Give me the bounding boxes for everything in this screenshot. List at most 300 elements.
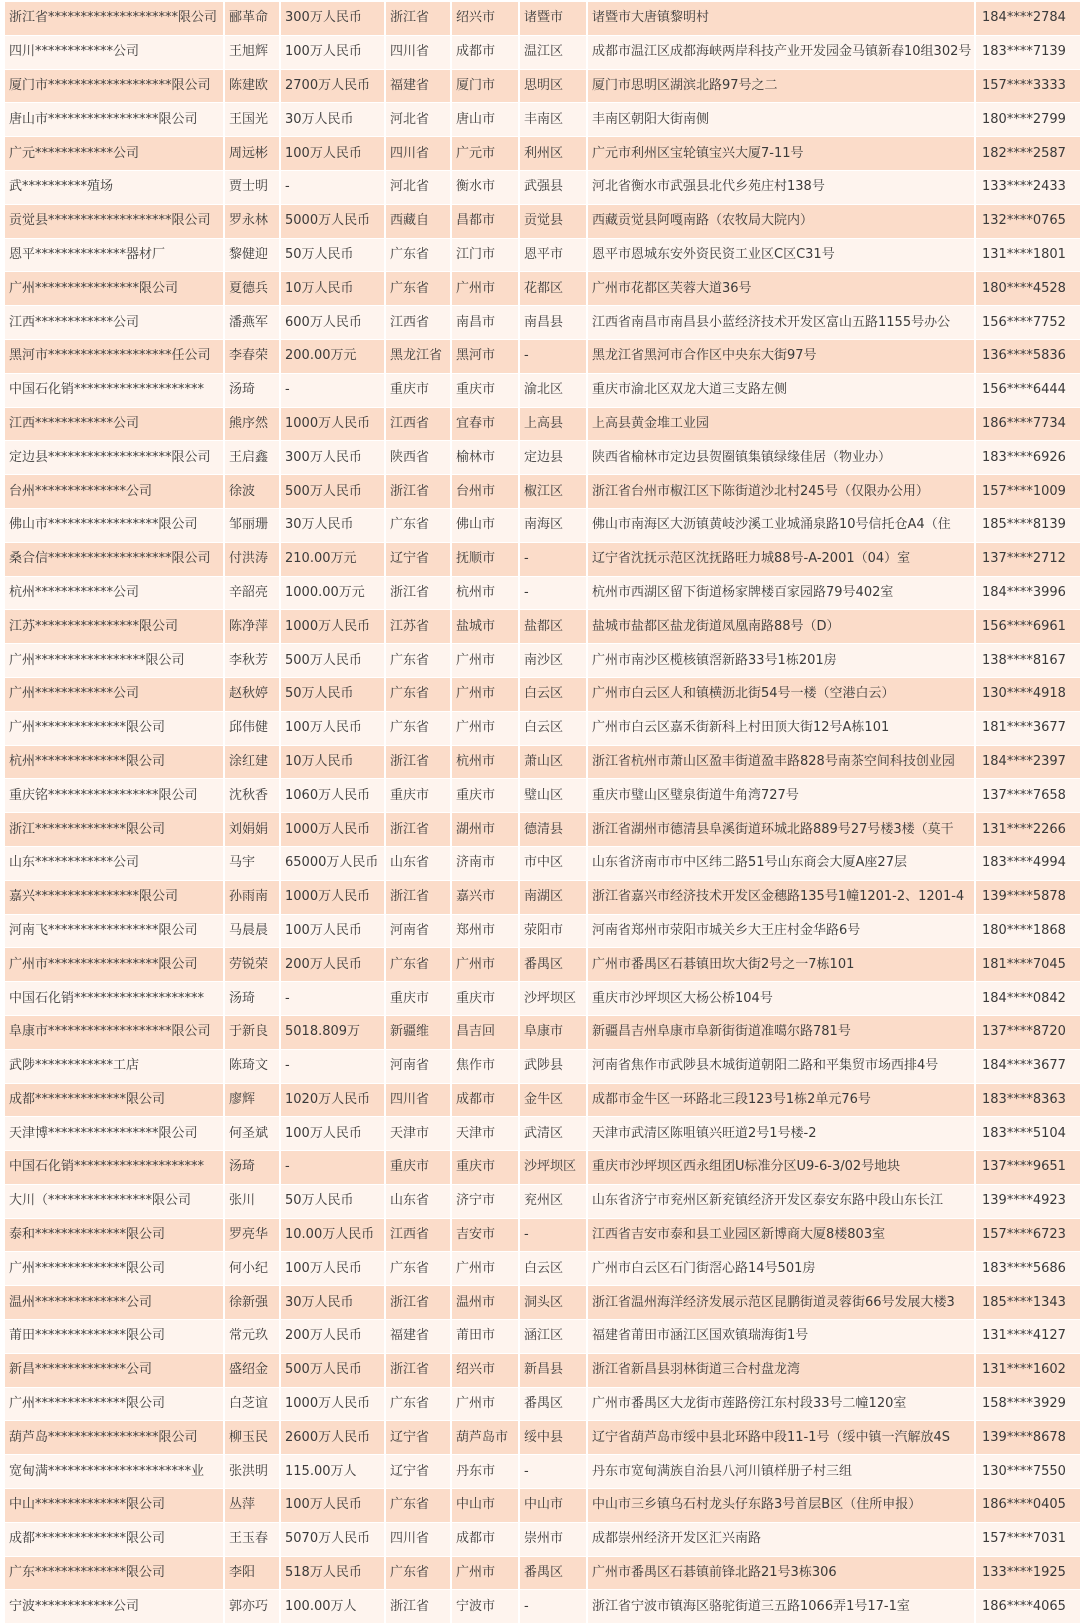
registered-capital-cell: 500万人民币 bbox=[281, 475, 386, 509]
address-cell: 广州市白云区石门街滘心路14号501房 bbox=[588, 1252, 976, 1286]
company-name-cell: 广州**************限公司 bbox=[5, 712, 225, 746]
district-cell: 白云区 bbox=[520, 678, 588, 712]
city-cell: 江门市 bbox=[452, 239, 520, 273]
company-name-cell: 恩平**************器材厂 bbox=[5, 239, 225, 273]
phone-cell: 131****1801 bbox=[976, 239, 1080, 273]
legal-person-cell: 王国光 bbox=[225, 103, 281, 137]
district-cell: 白云区 bbox=[520, 712, 588, 746]
province-cell: 天津市 bbox=[386, 1117, 452, 1151]
legal-person-cell: 夏德兵 bbox=[225, 272, 281, 306]
phone-cell: 136****5836 bbox=[976, 340, 1080, 374]
table-row bbox=[5, 1523, 1080, 1557]
table-row bbox=[5, 1388, 1080, 1422]
address-cell: 广州市白云区人和镇横沥北街54号一楼（空港白云） bbox=[588, 678, 976, 712]
district-cell: - bbox=[520, 1590, 588, 1624]
district-cell: 新昌县 bbox=[520, 1354, 588, 1388]
city-cell: 成都市 bbox=[452, 1523, 520, 1557]
province-cell: 福建省 bbox=[386, 70, 452, 104]
province-cell: 广东省 bbox=[386, 678, 452, 712]
city-cell: 黑河市 bbox=[452, 340, 520, 374]
city-cell: 莆田市 bbox=[452, 1320, 520, 1354]
district-cell: 番禺区 bbox=[520, 1557, 588, 1591]
province-cell: 广东省 bbox=[386, 272, 452, 306]
city-cell: 温州市 bbox=[452, 1286, 520, 1320]
company-name-cell: 四川************公司 bbox=[5, 36, 225, 70]
province-cell: 广东省 bbox=[386, 712, 452, 746]
city-cell: 榆林市 bbox=[452, 441, 520, 475]
city-cell: 绍兴市 bbox=[452, 2, 520, 36]
address-cell: 浙江省台州市椒江区下陈街道沙北村245号（仅限办公用） bbox=[588, 475, 976, 509]
city-cell: 济南市 bbox=[452, 847, 520, 881]
company-name-cell: 成都**************限公司 bbox=[5, 1084, 225, 1118]
legal-person-cell: 马晨晨 bbox=[225, 915, 281, 949]
phone-cell: 156****6961 bbox=[976, 610, 1080, 644]
phone-cell: 130****7550 bbox=[976, 1455, 1080, 1489]
district-cell: 椒江区 bbox=[520, 475, 588, 509]
district-cell: 武强县 bbox=[520, 171, 588, 205]
registered-capital-cell: 100万人民币 bbox=[281, 1252, 386, 1286]
province-cell: 江西省 bbox=[386, 306, 452, 340]
province-cell: 河南省 bbox=[386, 1050, 452, 1084]
legal-person-cell: 付洪涛 bbox=[225, 543, 281, 577]
company-name-cell: 武**********殖场 bbox=[5, 171, 225, 205]
province-cell: 河北省 bbox=[386, 103, 452, 137]
city-cell: 衡水市 bbox=[452, 171, 520, 205]
province-cell: 河南省 bbox=[386, 915, 452, 949]
city-cell: 重庆市 bbox=[452, 779, 520, 813]
company-name-cell: 大川（****************限公司 bbox=[5, 1185, 225, 1219]
province-cell: 广东省 bbox=[386, 948, 452, 982]
district-cell: - bbox=[520, 1219, 588, 1253]
phone-cell: 133****1925 bbox=[976, 1557, 1080, 1591]
address-cell: 恩平市恩城东安外资民资工业区C区C31号 bbox=[588, 239, 976, 273]
city-cell: 葫芦岛市 bbox=[452, 1421, 520, 1455]
address-cell: 佛山市南海区大沥镇黄岐沙溪工业城涌泉路10号信托仓A4（住 bbox=[588, 509, 976, 543]
company-name-cell: 江苏****************限公司 bbox=[5, 610, 225, 644]
city-cell: 广州市 bbox=[452, 678, 520, 712]
registered-capital-cell: 1000万人民币 bbox=[281, 1388, 386, 1422]
province-cell: 黑龙江省 bbox=[386, 340, 452, 374]
company-name-cell: 广州*****************限公司 bbox=[5, 644, 225, 678]
table-row bbox=[5, 171, 1080, 205]
table-row bbox=[5, 475, 1080, 509]
district-cell: 南昌县 bbox=[520, 306, 588, 340]
registered-capital-cell: 210.00万元 bbox=[281, 543, 386, 577]
legal-person-cell: 陈净萍 bbox=[225, 610, 281, 644]
province-cell: 重庆市 bbox=[386, 1151, 452, 1185]
district-cell: 白云区 bbox=[520, 1252, 588, 1286]
registered-capital-cell: 100万人民币 bbox=[281, 1489, 386, 1523]
district-cell: 诸暨市 bbox=[520, 2, 588, 36]
phone-cell: 137****2712 bbox=[976, 543, 1080, 577]
district-cell: 萧山区 bbox=[520, 746, 588, 780]
city-cell: 重庆市 bbox=[452, 1151, 520, 1185]
registered-capital-cell: - bbox=[281, 982, 386, 1016]
phone-cell: 183****5686 bbox=[976, 1252, 1080, 1286]
province-cell: 江苏省 bbox=[386, 610, 452, 644]
registered-capital-cell: 1000.00万元 bbox=[281, 577, 386, 611]
company-name-cell: 中国石化销******************** bbox=[5, 1151, 225, 1185]
company-name-cell: 广州****************限公司 bbox=[5, 272, 225, 306]
address-cell: 成都崇州经济开发区汇兴南路 bbox=[588, 1523, 976, 1557]
province-cell: 山东省 bbox=[386, 1185, 452, 1219]
district-cell: 德清县 bbox=[520, 813, 588, 847]
city-cell: 广州市 bbox=[452, 1388, 520, 1422]
table-row bbox=[5, 1050, 1080, 1084]
legal-person-cell: 熊序然 bbox=[225, 408, 281, 442]
address-cell: 江西省吉安市泰和县工业园区新博商大厦8楼803室 bbox=[588, 1219, 976, 1253]
registered-capital-cell: 10.00万人民币 bbox=[281, 1219, 386, 1253]
table-row bbox=[5, 813, 1080, 847]
address-cell: 重庆市渝北区双龙大道三支路左侧 bbox=[588, 374, 976, 408]
address-cell: 浙江省宁波市镇海区骆驼街道三五路1066弄1号17-1室 bbox=[588, 1590, 976, 1624]
district-cell: 璧山区 bbox=[520, 779, 588, 813]
address-cell: 盐城市盐都区盐龙街道凤凰南路88号（D） bbox=[588, 610, 976, 644]
registered-capital-cell: 1000万人民币 bbox=[281, 881, 386, 915]
table-row bbox=[5, 340, 1080, 374]
company-name-cell: 广元************公司 bbox=[5, 137, 225, 171]
district-cell: 涵江区 bbox=[520, 1320, 588, 1354]
registered-capital-cell: 5000万人民币 bbox=[281, 205, 386, 239]
district-cell: 沙坪坝区 bbox=[520, 1151, 588, 1185]
company-name-cell: 温州**************公司 bbox=[5, 1286, 225, 1320]
province-cell: 广东省 bbox=[386, 1557, 452, 1591]
address-cell: 新疆昌吉州阜康市阜新街街道准噶尔路781号 bbox=[588, 1016, 976, 1050]
city-cell: 广州市 bbox=[452, 1252, 520, 1286]
district-cell: - bbox=[520, 577, 588, 611]
province-cell: 辽宁省 bbox=[386, 1455, 452, 1489]
legal-person-cell: 罗亮华 bbox=[225, 1219, 281, 1253]
registered-capital-cell: 1000万人民币 bbox=[281, 408, 386, 442]
province-cell: 四川省 bbox=[386, 1523, 452, 1557]
address-cell: 广州市南沙区榄核镇滘新路33号1栋201房 bbox=[588, 644, 976, 678]
registered-capital-cell: 200万人民币 bbox=[281, 948, 386, 982]
company-name-cell: 杭州**************限公司 bbox=[5, 746, 225, 780]
phone-cell: 156****6444 bbox=[976, 374, 1080, 408]
legal-person-cell: 邱伟健 bbox=[225, 712, 281, 746]
city-cell: 昌吉回 bbox=[452, 1016, 520, 1050]
city-cell: 唐山市 bbox=[452, 103, 520, 137]
legal-person-cell: 汤琦 bbox=[225, 1151, 281, 1185]
address-cell: 河北省衡水市武强县北代乡苑庄村138号 bbox=[588, 171, 976, 205]
company-name-cell: 广州**************限公司 bbox=[5, 1388, 225, 1422]
address-cell: 厦门市思明区湖滨北路97号之二 bbox=[588, 70, 976, 104]
province-cell: 广东省 bbox=[386, 1252, 452, 1286]
table-row bbox=[5, 509, 1080, 543]
city-cell: 广元市 bbox=[452, 137, 520, 171]
district-cell: 花都区 bbox=[520, 272, 588, 306]
company-name-cell: 定边县*******************限公司 bbox=[5, 441, 225, 475]
district-cell: 荥阳市 bbox=[520, 915, 588, 949]
company-name-cell: 浙江**************限公司 bbox=[5, 813, 225, 847]
phone-cell: 183****6926 bbox=[976, 441, 1080, 475]
address-cell: 广州市白云区嘉禾街新科上村田顶大街12号A栋101 bbox=[588, 712, 976, 746]
registered-capital-cell: 50万人民币 bbox=[281, 678, 386, 712]
district-cell: 沙坪坝区 bbox=[520, 982, 588, 1016]
phone-cell: 180****1868 bbox=[976, 915, 1080, 949]
registered-capital-cell: 30万人民币 bbox=[281, 103, 386, 137]
registered-capital-cell: 100万人民币 bbox=[281, 137, 386, 171]
phone-cell: 186****0405 bbox=[976, 1489, 1080, 1523]
address-cell: 重庆市璧山区璧泉街道牛角湾727号 bbox=[588, 779, 976, 813]
district-cell: 南沙区 bbox=[520, 644, 588, 678]
registered-capital-cell: 1000万人民币 bbox=[281, 813, 386, 847]
registered-capital-cell: 100.00万人 bbox=[281, 1590, 386, 1624]
city-cell: 重庆市 bbox=[452, 982, 520, 1016]
company-name-cell: 阜康市*******************限公司 bbox=[5, 1016, 225, 1050]
legal-person-cell: 王启鑫 bbox=[225, 441, 281, 475]
legal-person-cell: 汤琦 bbox=[225, 374, 281, 408]
table-row bbox=[5, 441, 1080, 475]
province-cell: 山东省 bbox=[386, 847, 452, 881]
address-cell: 浙江省新昌县羽林街道三合村盘龙湾 bbox=[588, 1354, 976, 1388]
phone-cell: 132****0765 bbox=[976, 205, 1080, 239]
province-cell: 四川省 bbox=[386, 137, 452, 171]
table-row bbox=[5, 915, 1080, 949]
phone-cell: 157****1009 bbox=[976, 475, 1080, 509]
table-row bbox=[5, 847, 1080, 881]
registered-capital-cell: 115.00万人 bbox=[281, 1455, 386, 1489]
registered-capital-cell: - bbox=[281, 1151, 386, 1185]
phone-cell: 137****8720 bbox=[976, 1016, 1080, 1050]
district-cell: 洞头区 bbox=[520, 1286, 588, 1320]
company-name-cell: 中国石化销******************** bbox=[5, 374, 225, 408]
legal-person-cell: 丛萍 bbox=[225, 1489, 281, 1523]
address-cell: 杭州市西湖区留下街道杨家牌楼百家园路79号402室 bbox=[588, 577, 976, 611]
table-row bbox=[5, 746, 1080, 780]
registered-capital-cell: 50万人民币 bbox=[281, 1185, 386, 1219]
phone-cell: 133****2433 bbox=[976, 171, 1080, 205]
phone-cell: 157****7031 bbox=[976, 1523, 1080, 1557]
phone-cell: 157****6723 bbox=[976, 1219, 1080, 1253]
district-cell: 崇州市 bbox=[520, 1523, 588, 1557]
phone-cell: 186****4065 bbox=[976, 1590, 1080, 1624]
province-cell: 西藏自 bbox=[386, 205, 452, 239]
legal-person-cell: 赵秋婷 bbox=[225, 678, 281, 712]
legal-person-cell: 涂红建 bbox=[225, 746, 281, 780]
phone-cell: 183****5104 bbox=[976, 1117, 1080, 1151]
province-cell: 浙江省 bbox=[386, 577, 452, 611]
table-row bbox=[5, 1590, 1080, 1624]
city-cell: 成都市 bbox=[452, 1084, 520, 1118]
province-cell: 陕西省 bbox=[386, 441, 452, 475]
address-cell: 广州市花都区芙蓉大道36号 bbox=[588, 272, 976, 306]
district-cell: 渝北区 bbox=[520, 374, 588, 408]
table-row bbox=[5, 577, 1080, 611]
company-name-cell: 山东************公司 bbox=[5, 847, 225, 881]
city-cell: 宁波市 bbox=[452, 1590, 520, 1624]
legal-person-cell: 郦革命 bbox=[225, 2, 281, 36]
city-cell: 宜春市 bbox=[452, 408, 520, 442]
table-row bbox=[5, 306, 1080, 340]
company-name-cell: 泰和**************限公司 bbox=[5, 1219, 225, 1253]
address-cell: 辽宁省葫芦岛市绥中县北环路中段11-1号（绥中镇一汽解放4S bbox=[588, 1421, 976, 1455]
legal-person-cell: 贾士明 bbox=[225, 171, 281, 205]
city-cell: 广州市 bbox=[452, 644, 520, 678]
address-cell: 福建省莆田市涵江区国欢镇瑞海街1号 bbox=[588, 1320, 976, 1354]
province-cell: 浙江省 bbox=[386, 1286, 452, 1320]
address-cell: 丰南区朝阳大街南侧 bbox=[588, 103, 976, 137]
city-cell: 杭州市 bbox=[452, 577, 520, 611]
company-name-cell: 新昌**************公司 bbox=[5, 1354, 225, 1388]
table-row bbox=[5, 408, 1080, 442]
table-row bbox=[5, 70, 1080, 104]
province-cell: 辽宁省 bbox=[386, 543, 452, 577]
company-name-cell: 宽甸满**********************业 bbox=[5, 1455, 225, 1489]
legal-person-cell: 白芝谊 bbox=[225, 1388, 281, 1422]
company-name-cell: 武陟************工店 bbox=[5, 1050, 225, 1084]
registered-capital-cell: 1060万人民币 bbox=[281, 779, 386, 813]
company-name-cell: 江西************公司 bbox=[5, 306, 225, 340]
table-row bbox=[5, 678, 1080, 712]
table-row bbox=[5, 1084, 1080, 1118]
district-cell: 番禺区 bbox=[520, 948, 588, 982]
company-name-cell: 中国石化销******************** bbox=[5, 982, 225, 1016]
company-name-cell: 台州**************公司 bbox=[5, 475, 225, 509]
province-cell: 新疆维 bbox=[386, 1016, 452, 1050]
company-name-cell: 浙江省********************限公司 bbox=[5, 2, 225, 36]
table-body bbox=[5, 2, 1080, 1624]
company-name-cell: 广州************公司 bbox=[5, 678, 225, 712]
company-name-cell: 佛山市*****************限公司 bbox=[5, 509, 225, 543]
company-name-cell: 葫芦岛*****************限公司 bbox=[5, 1421, 225, 1455]
legal-person-cell: 陈琦文 bbox=[225, 1050, 281, 1084]
phone-cell: 138****8167 bbox=[976, 644, 1080, 678]
registered-capital-cell: 100万人民币 bbox=[281, 712, 386, 746]
registered-capital-cell: 2700万人民币 bbox=[281, 70, 386, 104]
legal-person-cell: 王玉春 bbox=[225, 1523, 281, 1557]
city-cell: 嘉兴市 bbox=[452, 881, 520, 915]
address-cell: 山东省济宁市兖州区新兖镇经济开发区泰安东路中段山东长江 bbox=[588, 1185, 976, 1219]
registered-capital-cell: 2600万人民币 bbox=[281, 1421, 386, 1455]
registered-capital-cell: 5018.809万 bbox=[281, 1016, 386, 1050]
city-cell: 济宁市 bbox=[452, 1185, 520, 1219]
company-name-cell: 嘉兴****************限公司 bbox=[5, 881, 225, 915]
city-cell: 中山市 bbox=[452, 1489, 520, 1523]
city-cell: 盐城市 bbox=[452, 610, 520, 644]
table-row bbox=[5, 1117, 1080, 1151]
legal-person-cell: 于新良 bbox=[225, 1016, 281, 1050]
address-cell: 诸暨市大唐镇黎明村 bbox=[588, 2, 976, 36]
city-cell: 吉安市 bbox=[452, 1219, 520, 1253]
district-cell: 温江区 bbox=[520, 36, 588, 70]
district-cell: 思明区 bbox=[520, 70, 588, 104]
city-cell: 台州市 bbox=[452, 475, 520, 509]
province-cell: 江西省 bbox=[386, 1219, 452, 1253]
legal-person-cell: 劳锐荣 bbox=[225, 948, 281, 982]
registered-capital-cell: 300万人民币 bbox=[281, 441, 386, 475]
district-cell: 南海区 bbox=[520, 509, 588, 543]
table-row bbox=[5, 36, 1080, 70]
table-row bbox=[5, 103, 1080, 137]
legal-person-cell: 沈秋香 bbox=[225, 779, 281, 813]
registered-capital-cell: 100万人民币 bbox=[281, 915, 386, 949]
company-name-cell: 中山**************限公司 bbox=[5, 1489, 225, 1523]
table-row bbox=[5, 1455, 1080, 1489]
province-cell: 福建省 bbox=[386, 1320, 452, 1354]
phone-cell: 184****3996 bbox=[976, 577, 1080, 611]
district-cell: 上高县 bbox=[520, 408, 588, 442]
province-cell: 浙江省 bbox=[386, 475, 452, 509]
district-cell: 金牛区 bbox=[520, 1084, 588, 1118]
address-cell: 广州市番禺区石碁镇田坎大街2号之一7栋101 bbox=[588, 948, 976, 982]
registered-capital-cell: 600万人民币 bbox=[281, 306, 386, 340]
registered-capital-cell: 50万人民币 bbox=[281, 239, 386, 273]
province-cell: 四川省 bbox=[386, 36, 452, 70]
phone-cell: 157****3333 bbox=[976, 70, 1080, 104]
legal-person-cell: 汤琦 bbox=[225, 982, 281, 1016]
table-row bbox=[5, 1252, 1080, 1286]
table-row bbox=[5, 1354, 1080, 1388]
city-cell: 重庆市 bbox=[452, 374, 520, 408]
company-name-cell: 贡觉县*******************限公司 bbox=[5, 205, 225, 239]
table-row bbox=[5, 1219, 1080, 1253]
city-cell: 郑州市 bbox=[452, 915, 520, 949]
registered-capital-cell: 10万人民币 bbox=[281, 272, 386, 306]
phone-cell: 180****2799 bbox=[976, 103, 1080, 137]
phone-cell: 184****2784 bbox=[976, 2, 1080, 36]
province-cell: 四川省 bbox=[386, 1084, 452, 1118]
address-cell: 浙江省温州海洋经济发展示范区昆鹏街道灵蓉街66号发展大楼3 bbox=[588, 1286, 976, 1320]
registered-capital-cell: 30万人民币 bbox=[281, 1286, 386, 1320]
address-cell: 浙江省湖州市德清县阜溪街道环城北路889号27号楼3楼（莫干 bbox=[588, 813, 976, 847]
address-cell: 西藏贡觉县阿嘎南路（农牧局大院内） bbox=[588, 205, 976, 239]
address-cell: 江西省南昌市南昌县小蓝经济技术开发区富山五路1155号办公 bbox=[588, 306, 976, 340]
phone-cell: 131****2266 bbox=[976, 813, 1080, 847]
legal-person-cell: 陈建欧 bbox=[225, 70, 281, 104]
legal-person-cell: 徐波 bbox=[225, 475, 281, 509]
company-name-cell: 广州市*****************限公司 bbox=[5, 948, 225, 982]
province-cell: 辽宁省 bbox=[386, 1421, 452, 1455]
table-row bbox=[5, 1320, 1080, 1354]
city-cell: 绍兴市 bbox=[452, 1354, 520, 1388]
legal-person-cell: 马宇 bbox=[225, 847, 281, 881]
table-row bbox=[5, 272, 1080, 306]
phone-cell: 180****4528 bbox=[976, 272, 1080, 306]
legal-person-cell: 张洪明 bbox=[225, 1455, 281, 1489]
address-cell: 中山市三乡镇乌石村龙头仔东路3号首层B区（住所申报） bbox=[588, 1489, 976, 1523]
legal-person-cell: 辛韶亮 bbox=[225, 577, 281, 611]
city-cell: 焦作市 bbox=[452, 1050, 520, 1084]
city-cell: 丹东市 bbox=[452, 1455, 520, 1489]
district-cell: - bbox=[520, 340, 588, 374]
address-cell: 浙江省杭州市萧山区盈丰街道盈丰路828号南茶空间科技创业园 bbox=[588, 746, 976, 780]
phone-cell: 185****8139 bbox=[976, 509, 1080, 543]
address-cell: 河南省郑州市荥阳市城关乡大王庄村金华路6号 bbox=[588, 915, 976, 949]
table-row bbox=[5, 1151, 1080, 1185]
registered-capital-cell: 500万人民币 bbox=[281, 644, 386, 678]
phone-cell: 158****3929 bbox=[976, 1388, 1080, 1422]
province-cell: 重庆市 bbox=[386, 779, 452, 813]
phone-cell: 186****7734 bbox=[976, 408, 1080, 442]
phone-cell: 139****4923 bbox=[976, 1185, 1080, 1219]
province-cell: 浙江省 bbox=[386, 881, 452, 915]
legal-person-cell: 孙雨南 bbox=[225, 881, 281, 915]
address-cell: 浙江省嘉兴市经济技术开发区金穗路135号1幢1201-2、1201-4 bbox=[588, 881, 976, 915]
registered-capital-cell: 200.00万元 bbox=[281, 340, 386, 374]
phone-cell: 137****9651 bbox=[976, 1151, 1080, 1185]
city-cell: 广州市 bbox=[452, 712, 520, 746]
company-name-cell: 天津博*****************限公司 bbox=[5, 1117, 225, 1151]
district-cell: 盐都区 bbox=[520, 610, 588, 644]
legal-person-cell: 常元玖 bbox=[225, 1320, 281, 1354]
address-cell: 河南省焦作市武陟县木城街道朝阳二路和平集贸市场西排4号 bbox=[588, 1050, 976, 1084]
legal-person-cell: 何小纪 bbox=[225, 1252, 281, 1286]
phone-cell: 184****2397 bbox=[976, 746, 1080, 780]
address-cell: 广州市番禺区石碁镇前锋北路21号3栋306 bbox=[588, 1557, 976, 1591]
district-cell: 武清区 bbox=[520, 1117, 588, 1151]
address-cell: 成都市温江区成都海峡两岸科技产业开发园金马镇新春10组302号 bbox=[588, 36, 976, 70]
